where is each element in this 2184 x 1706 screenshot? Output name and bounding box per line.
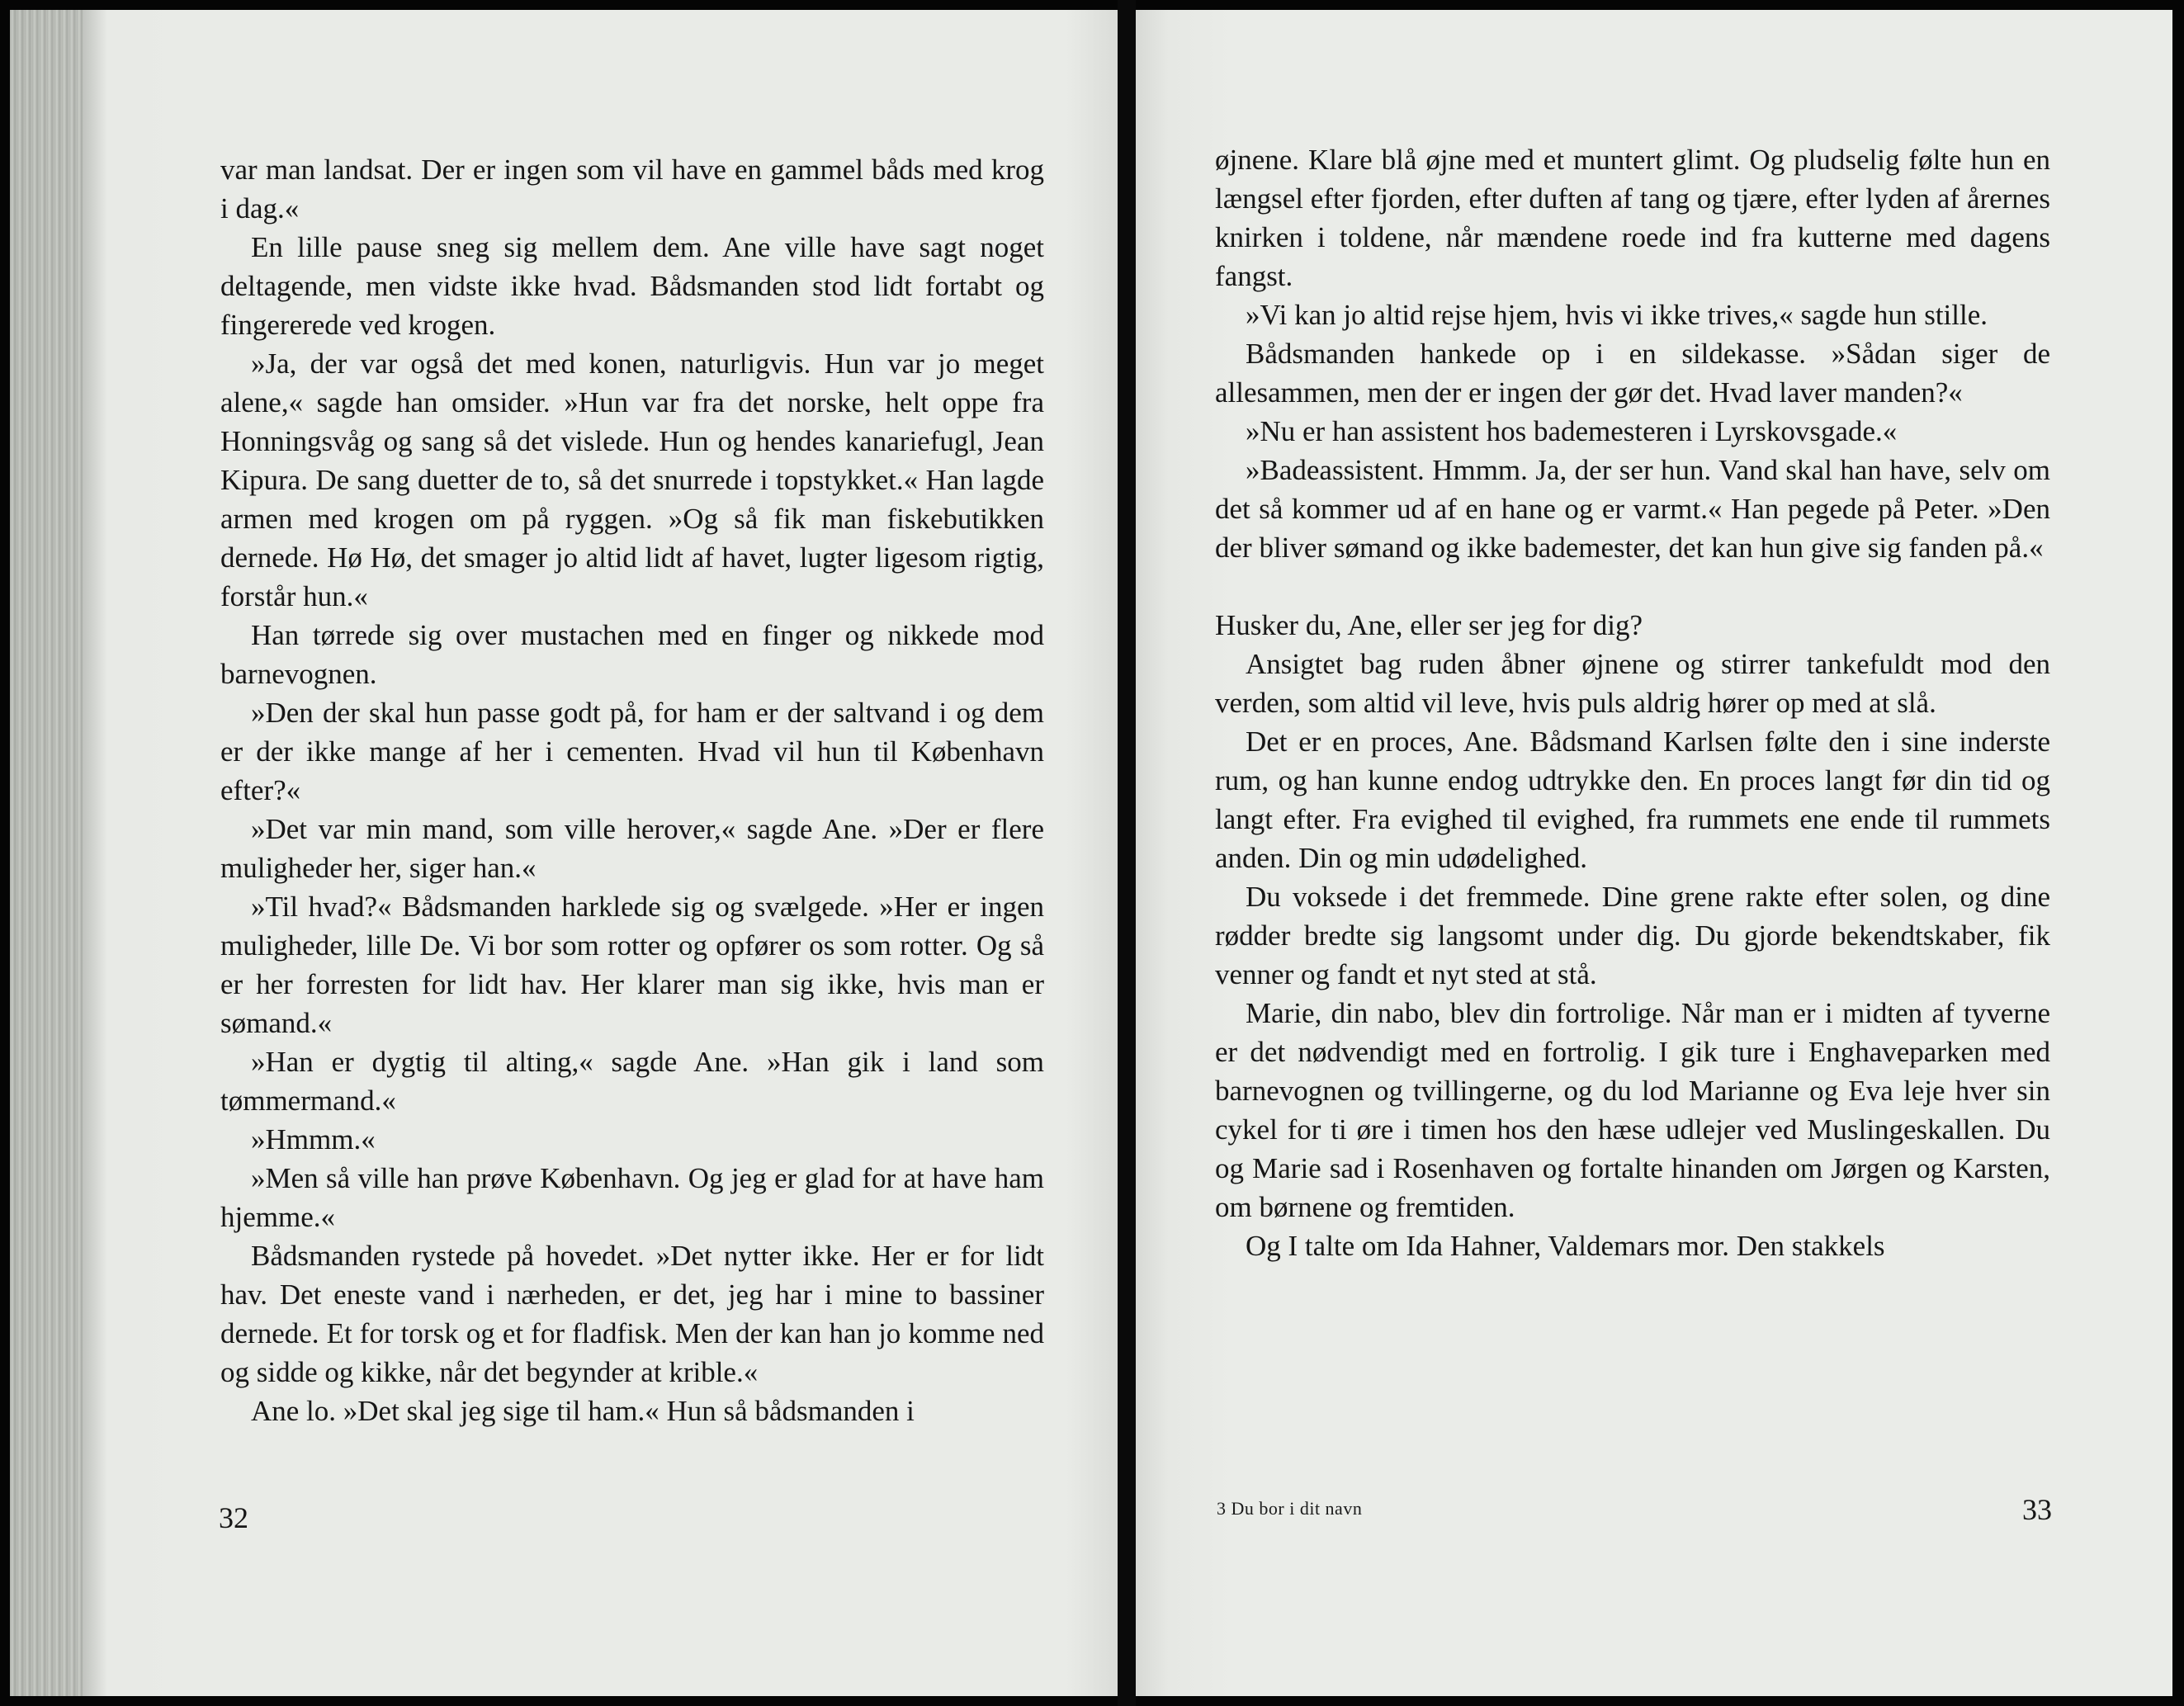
book-gutter (1118, 0, 1136, 1706)
paragraph: En lille pause sneg sig mellem dem. Ane ville have sagt noget deltagende, men vidste ikke hvad. Bådsmanden stod lidt fortabt og fingererede ved krogen. (220, 231, 1044, 341)
signature-mark: 3 Du bor i dit navn (1217, 1498, 1363, 1519)
page-number-left: 32 (219, 1501, 248, 1534)
paragraph: »Den der skal hun passe godt på, for ham er der saltvand i og dem er der ikke mange af her i cementen. Hvad vil hun til København efter?« (220, 697, 1044, 806)
paragraph: Marie, din nabo, blev din fortrolige. Når man er i midten af tyverne er det nødvendigt med en fortrolig. I gik ture i Enghaveparken med barnevognen og tvillingerne, og du lod Marianne og Eva leje hver sin cykel for ti øre i timen hos den hæse udlejer ved Muslingeskallen. Du og Marie sad i Rosenhaven og fortalte hinanden om Jørgen og Karsten, om børnene og fremtiden. (1215, 997, 2050, 1223)
left-page-text (220, 150, 1044, 1430)
paragraph: Bådsmanden rystede på hovedet. »Det nytter ikke. Her er for lidt hav. Det eneste vand i nærheden, er det, jeg har i mine to bassiner dernede. Et for torsk og et for fladfisk. Men der kan han jo komme ned og sidde og kikke, når det begynder at krible.« (220, 1240, 1044, 1388)
right-page-text (1215, 140, 2050, 1265)
paragraph: »Det var min mand, som ville herover,« sagde Ane. »Der er flere muligheder her, siger han.« (220, 813, 1044, 884)
paragraph: Ane lo. »Det skal jeg sige til ham.« Hun så bådsmanden i (251, 1395, 915, 1427)
paragraph: øjnene. Klare blå øjne med et muntert glimt. Og pludselig følte hun en længsel efter fjorden, efter duften af tang og tjære, efter lyden af årernes knirken i toldene, når mændene roede ind fra kutterne med dagens fangst. (1215, 144, 2050, 292)
paragraph: »Til hvad?« Bådsmanden harklede sig og svælgede. »Her er ingen muligheder, lille De. Vi bor som rotter og opfører os som rotter. Og så er her forresten for lidt hav. Her klarer man sig ikke, hvis man er sømand.« (220, 891, 1044, 1039)
paragraph: Han tørrede sig over mustachen med en finger og nikkede mod barnevognen. (220, 619, 1044, 690)
paragraph: Ansigtet bag ruden åbner øjnene og stirrer tankefuldt mod den verden, som altid vil leve, hvis puls aldrig hører op med at slå. (1215, 648, 2050, 719)
right-page (1136, 10, 2172, 1696)
paragraph: Det er en proces, Ane. Bådsmand Karlsen følte den i sine inderste rum, og han kunne endog udtrykke den. En proces langt før din tid og langt efter. Fra evighed til evighed, fra rummets ene ende til rummets anden. Din og min udødelighed. (1215, 725, 2050, 874)
paragraph: Bådsmanden hankede op i en sildekasse. »Sådan siger de allesammen, men der er ingen der gør det. Hvad laver manden?« (1215, 338, 2050, 409)
page-number-right: 33 (2022, 1493, 2052, 1526)
paragraph: »Vi kan jo altid rejse hjem, hvis vi ikke trives,« sagde hun stille. (1246, 299, 1988, 331)
page-edge-shadow (83, 10, 107, 1696)
paragraph: »Nu er han assistent hos bademesteren i Lyrskovsgade.« (1246, 415, 1898, 447)
paragraph: Du voksede i det fremmede. Dine grene rakte efter solen, og dine rødder bredte sig langsomt under dig. Du gjorde bekendtskaber, fik venner og fandt et nyt sted at stå. (1215, 881, 2050, 990)
section-break (1215, 567, 2050, 606)
paragraph: Husker du, Ane, eller ser jeg for dig? (1215, 609, 1643, 641)
page-edges (10, 10, 83, 1696)
paragraph: »Men så ville han prøve København. Og jeg er glad for at have ham hjemme.« (220, 1162, 1044, 1233)
paragraph: »Ja, der var også det med konen, naturligvis. Hun var jo meget alene,« sagde han omsider. »Hun var fra det norske, helt oppe fra Honningsvåg og sang så det vislede. Hun og hendes kanariefugl, Jean Kipura. De sang duetter de to, så det snurrede i topstykket.« Han lagde armen med krogen om på ryggen. »Og så fik man fiskebutikken dernede. Hø Hø, det smager jo altid lidt af havet, lugter ligesom rigtig, forstår hun.« (220, 347, 1044, 612)
paragraph: »Badeassistent. Hmmm. Ja, der ser hun. Vand skal han have, selv om det så kommer ud af en hane og er varmt.« Han pegede på Peter. »Den der bliver sømand og ikke bademester, det kan hun give sig fanden på.« (1215, 454, 2050, 564)
paragraph: Og I talte om Ida Hahner, Valdemars mor. Den stakkels (1246, 1230, 1885, 1262)
paragraph: »Han er dygtig til alting,« sagde Ane. »Han gik i land som tømmermand.« (220, 1046, 1044, 1117)
left-page (10, 10, 1118, 1696)
paragraph: »Hmmm.« (251, 1123, 376, 1155)
paragraph: var man landsat. Der er ingen som vil have en gammel båds med krog i dag.« (220, 154, 1044, 224)
